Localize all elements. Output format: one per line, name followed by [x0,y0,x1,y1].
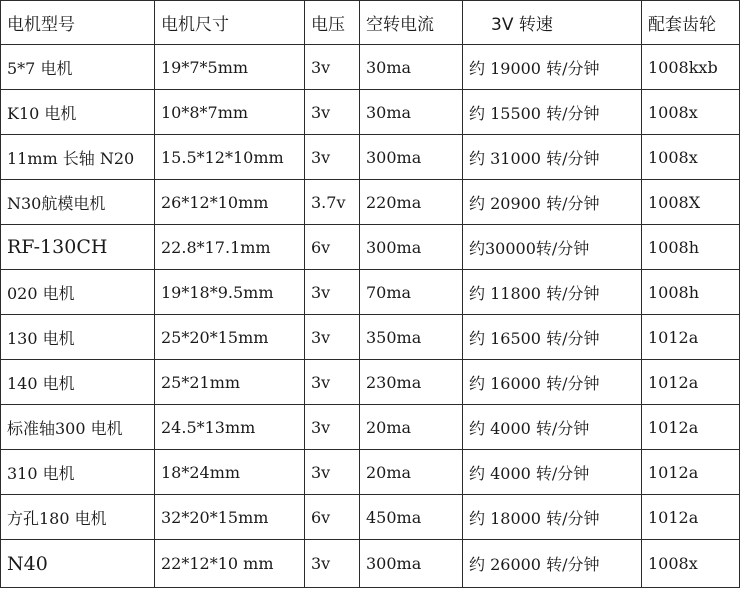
cell-current: 20ma [360,405,463,450]
table-row [1,180,740,225]
cell-size: 22.8*17.1mm [155,225,305,270]
cell-speed: 约 18000 转/分钟 [463,495,642,540]
cell-voltage: 3v [305,270,360,315]
cell-speed: 约30000转/分钟 [463,225,642,270]
cell-voltage: 3v [305,360,360,405]
table-row [1,45,740,90]
cell-model: 130 电机 [1,315,155,360]
header-size: 电机尺寸 [155,1,305,45]
cell-current: 30ma [360,90,463,135]
cell-size: 19*18*9.5mm [155,270,305,315]
cell-voltage: 3v [305,135,360,180]
header-gear: 配套齿轮 [642,1,740,45]
cell-voltage: 3.7v [305,180,360,225]
cell-voltage: 3v [305,540,360,588]
cell-current: 350ma [360,315,463,360]
cell-model: 020 电机 [1,270,155,315]
header-row [1,1,740,45]
cell-gear: 1008x [642,135,740,180]
cell-size: 26*12*10mm [155,180,305,225]
cell-model: 标准轴300 电机 [1,405,155,450]
header-idle-current: 空转电流 [360,1,463,45]
cell-gear: 1012a [642,315,740,360]
cell-size: 24.5*13mm [155,405,305,450]
cell-model: N40 [1,540,155,588]
table-row [1,450,740,495]
cell-current: 300ma [360,225,463,270]
cell-speed: 约 26000 转/分钟 [463,540,642,588]
cell-speed: 约 20900 转/分钟 [463,180,642,225]
table-row [1,495,740,540]
cell-gear: 1008h [642,270,740,315]
cell-current: 230ma [360,360,463,405]
cell-speed: 约 11800 转/分钟 [463,270,642,315]
cell-voltage: 6v [305,225,360,270]
cell-gear: 1008h [642,225,740,270]
cell-size: 22*12*10 mm [155,540,305,588]
cell-size: 25*21mm [155,360,305,405]
cell-voltage: 3v [305,90,360,135]
cell-speed: 约 4000 转/分钟 [463,450,642,495]
header-voltage: 电压 [305,1,360,45]
cell-size: 32*20*15mm [155,495,305,540]
cell-size: 25*20*15mm [155,315,305,360]
cell-size: 19*7*5mm [155,45,305,90]
cell-model: 140 电机 [1,360,155,405]
cell-current: 300ma [360,540,463,588]
cell-speed: 约 31000 转/分钟 [463,135,642,180]
cell-voltage: 3v [305,315,360,360]
cell-model: RF-130CH [1,225,155,270]
cell-model: 310 电机 [1,450,155,495]
cell-gear: 1008kxb [642,45,740,90]
cell-size: 10*8*7mm [155,90,305,135]
table-row [1,315,740,360]
cell-model: 方孔180 电机 [1,495,155,540]
cell-gear: 1012a [642,495,740,540]
cell-gear: 1008x [642,540,740,588]
cell-model: 11mm 长轴 N20 [1,135,155,180]
table-row [1,360,740,405]
cell-speed: 约 16000 转/分钟 [463,360,642,405]
cell-current: 70ma [360,270,463,315]
table-row [1,540,740,588]
table-row [1,405,740,450]
cell-gear: 1012a [642,360,740,405]
cell-voltage: 3v [305,405,360,450]
cell-gear: 1008X [642,180,740,225]
cell-model: N30航模电机 [1,180,155,225]
cell-size: 15.5*12*10mm [155,135,305,180]
table-row [1,225,740,270]
table-row [1,270,740,315]
header-speed: 3V 转速 [463,1,642,45]
cell-voltage: 3v [305,45,360,90]
cell-model: 5*7 电机 [1,45,155,90]
cell-current: 20ma [360,450,463,495]
cell-gear: 1012a [642,405,740,450]
cell-speed: 约 15500 转/分钟 [463,90,642,135]
cell-speed: 约 4000 转/分钟 [463,405,642,450]
cell-current: 450ma [360,495,463,540]
cell-model: K10 电机 [1,90,155,135]
table-row [1,90,740,135]
cell-current: 30ma [360,45,463,90]
cell-gear: 1008x [642,90,740,135]
cell-size: 18*24mm [155,450,305,495]
cell-gear: 1012a [642,450,740,495]
cell-current: 220ma [360,180,463,225]
cell-speed: 约 16500 转/分钟 [463,315,642,360]
cell-current: 300ma [360,135,463,180]
cell-speed: 约 19000 转/分钟 [463,45,642,90]
cell-voltage: 6v [305,495,360,540]
header-model: 电机型号 [1,1,155,45]
cell-voltage: 3v [305,450,360,495]
table-row [1,135,740,180]
